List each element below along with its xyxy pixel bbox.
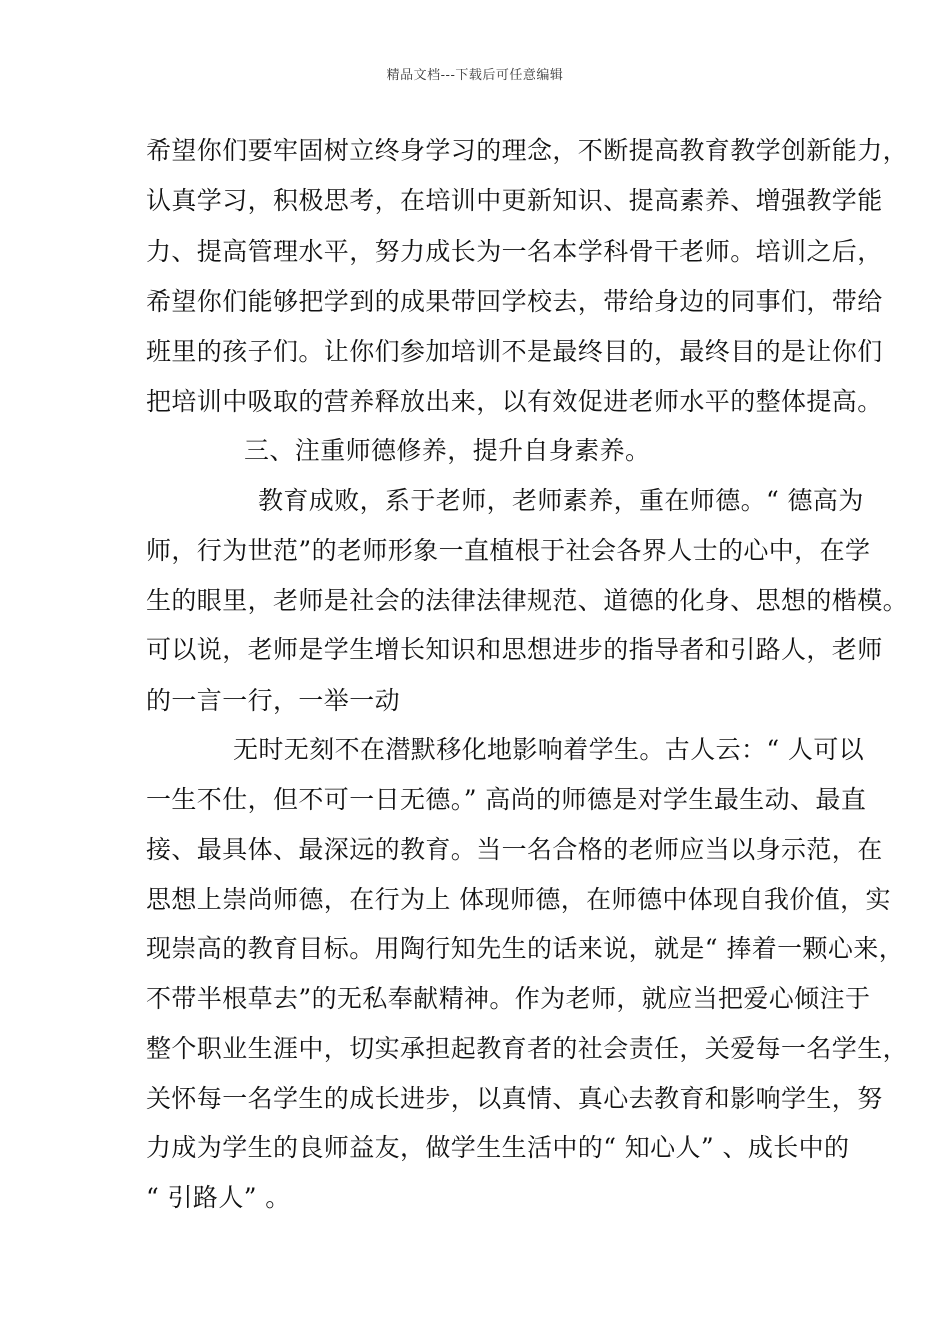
body-line: 无时无刻不在潜默移化地影响着学生。古人云：“ 人可以 (233, 735, 865, 764)
section-heading: 三、注重师德修养，提升自身素养。 (244, 436, 651, 465)
body-line: 思想上崇尚师德，在行为上 体现师德，在师德中体现自我价值，实 (146, 885, 891, 914)
body-line: 的一言一行，一举一动 (146, 686, 401, 715)
page-header: 精品文档---下载后可任意编辑 (386, 68, 564, 83)
body-line: 可以说，老师是学生增长知识和思想进步的指导者和引路人，老师 (146, 635, 883, 664)
body-line: 不带半根草去”的无私奉献精神。作为老师，就应当把爱心倾注于 (146, 984, 871, 1013)
body-line: 希望你们能够把学到的成果带回学校去，带给身边的同事们，带给 (146, 287, 883, 316)
body-line: 认真学习，积极思考，在培训中更新知识、提高素养、增强教学能 (146, 186, 883, 215)
body-line: 班里的孩子们。让你们参加培训不是最终目的，最终目的是让你们 (146, 337, 883, 366)
body-line: 力、提高管理水平，努力成长为一名本学科骨干老师。培训之后， (146, 237, 883, 266)
body-line: 力成为学生的良师益友，做学生生活中的“ 知心人” 、成长中的 (146, 1133, 850, 1162)
body-line: 教育成败，系于老师，老师素养，重在师德。“ 德高为 (258, 486, 864, 515)
body-line: 生的眼里，老师是社会的法律法律规范、道德的化身、思想的楷模。 (146, 586, 909, 615)
body-line: 整个职业生涯中，切实承担起教育者的社会责任，关爱每一名学生， (146, 1034, 909, 1063)
body-line: 接、最具体、最深远的教育。当一名合格的老师应当以身示范，在 (146, 835, 883, 864)
body-line: 一生不仕，但不可一日无德。” 高尚的师德是对学生最生动、最直 (146, 785, 867, 814)
body-line: 现崇高的教育目标。用陶行知先生的话来说，就是“ 捧着一颗心来， (146, 934, 905, 963)
body-line: 希望你们要牢固树立终身学习的理念，不断提高教育教学创新能力， (146, 136, 909, 165)
body-line: 关怀每一名学生的成长进步，以真情、真心去教育和影响学生，努 (146, 1084, 883, 1113)
body-line: “ 引路人” 。 (146, 1183, 291, 1212)
body-line: 把培训中吸取的营养释放出来，以有效促进老师水平的整体提高。 (146, 387, 883, 416)
body-line: 师，行为世范”的老师形象一直植根于社会各界人士的心中，在学 (146, 536, 871, 565)
